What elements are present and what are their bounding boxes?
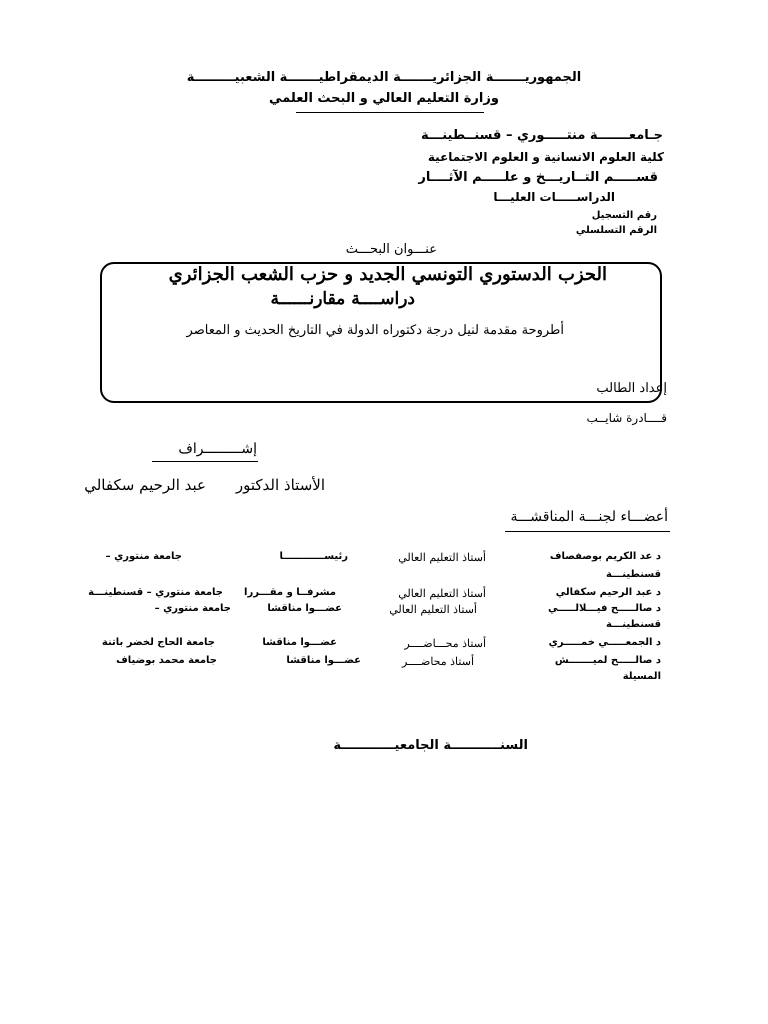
serial-number-label: الرقم التسلسلي bbox=[575, 225, 657, 236]
member-name: د عد الكريم بوصفصاف bbox=[549, 551, 661, 562]
faculty-name: كلية العلوم الانسانية و العلوم الاجتماعية bbox=[427, 150, 664, 164]
supervision-underline bbox=[152, 461, 258, 462]
member-rank: أستاذ التعليم العالي bbox=[398, 551, 486, 564]
member-rank: أستاذ محاضــــر bbox=[402, 655, 474, 668]
member-name-cont: قسنطينـــة bbox=[605, 569, 661, 580]
prepared-by-label: إعداد الطالب bbox=[596, 381, 667, 396]
member-institution: جامعة منتوري – bbox=[105, 551, 182, 562]
committee-label: أعضـــاء لجنـــة المناقشـــة bbox=[510, 509, 668, 525]
member-role: مشرفــا و مقـــررا bbox=[244, 587, 336, 598]
member-role: عضـــوا مناقشا bbox=[286, 655, 361, 666]
student-name: قــــادرة شايــب bbox=[586, 411, 667, 425]
department-name: قســـــم التــاريـــخ و علـــــم الآثــــار bbox=[418, 170, 658, 185]
member-rank: أستاذ محـــاضــــر bbox=[404, 637, 486, 650]
thesis-title-line1: الحزب الدستوري التونسي الجديد و حزب الشعب الجزائري bbox=[168, 264, 607, 285]
member-institution: جامعة منتوري – bbox=[154, 603, 231, 614]
republic-heading: الجمهوريـــــــة الجزائريـــــــة الديمقراطيـــــــة الشعبيـــــــــة bbox=[186, 70, 582, 85]
graduate-studies: الدراســـــات العليـــا bbox=[493, 190, 615, 204]
registration-number-label: رقم التسجيل bbox=[591, 210, 657, 221]
supervisor-name: عبد الرحيم سكفالي bbox=[84, 476, 206, 494]
member-name: د صالـــــح لميـــــــش bbox=[554, 655, 661, 666]
member-role: عضـــوا مناقشا bbox=[262, 637, 337, 648]
ministry-underline bbox=[296, 112, 484, 113]
member-name-cont: قسنطينـــة bbox=[605, 619, 661, 630]
member-role: عضـــوا مناقشا bbox=[267, 603, 342, 614]
committee-underline bbox=[505, 531, 670, 532]
member-institution: جامعة منتوري – قسنطينـــة bbox=[88, 587, 223, 598]
thesis-title-line2: دراســــة مقارنــــــة bbox=[270, 289, 415, 309]
supervision-label: إشـــــــــراف bbox=[178, 441, 257, 457]
member-name: د الجمعـــــي خمـــــري bbox=[548, 637, 661, 648]
thesis-subtitle: أطروحة مقدمة لنيل درجة دكتوراه الدولة في التاريخ الحديث و المعاصر bbox=[186, 323, 564, 338]
ministry-heading: وزارة التعليم العالي و البحث العلمي bbox=[269, 91, 499, 106]
member-institution: جامعة محمد بوضياف bbox=[116, 655, 217, 666]
member-name: د عبد الرحيم سكفالي bbox=[555, 587, 661, 598]
member-name-cont: المسيلة bbox=[622, 671, 661, 682]
thesis-title-label: عنـــوان البحـــث bbox=[345, 242, 437, 257]
member-institution: جامعة الحاج لخضر باتنة bbox=[101, 637, 215, 648]
member-role: رئيســــــــــــا bbox=[279, 551, 348, 562]
member-rank: أستاذ التعليم العالي bbox=[398, 587, 486, 600]
supervisor-title: الأستاذ الدكتور bbox=[235, 476, 325, 494]
member-rank: أستاذ التعليم العالي bbox=[389, 603, 477, 616]
university-name: جـامعـــــــة منتـــــوري – قسنــطينـــة bbox=[421, 128, 663, 143]
member-name: د صالـــــح فيـــلالـــــي bbox=[547, 603, 661, 614]
academic-year: السنـــــــــــة الجامعيــــــــــــة bbox=[333, 738, 528, 753]
